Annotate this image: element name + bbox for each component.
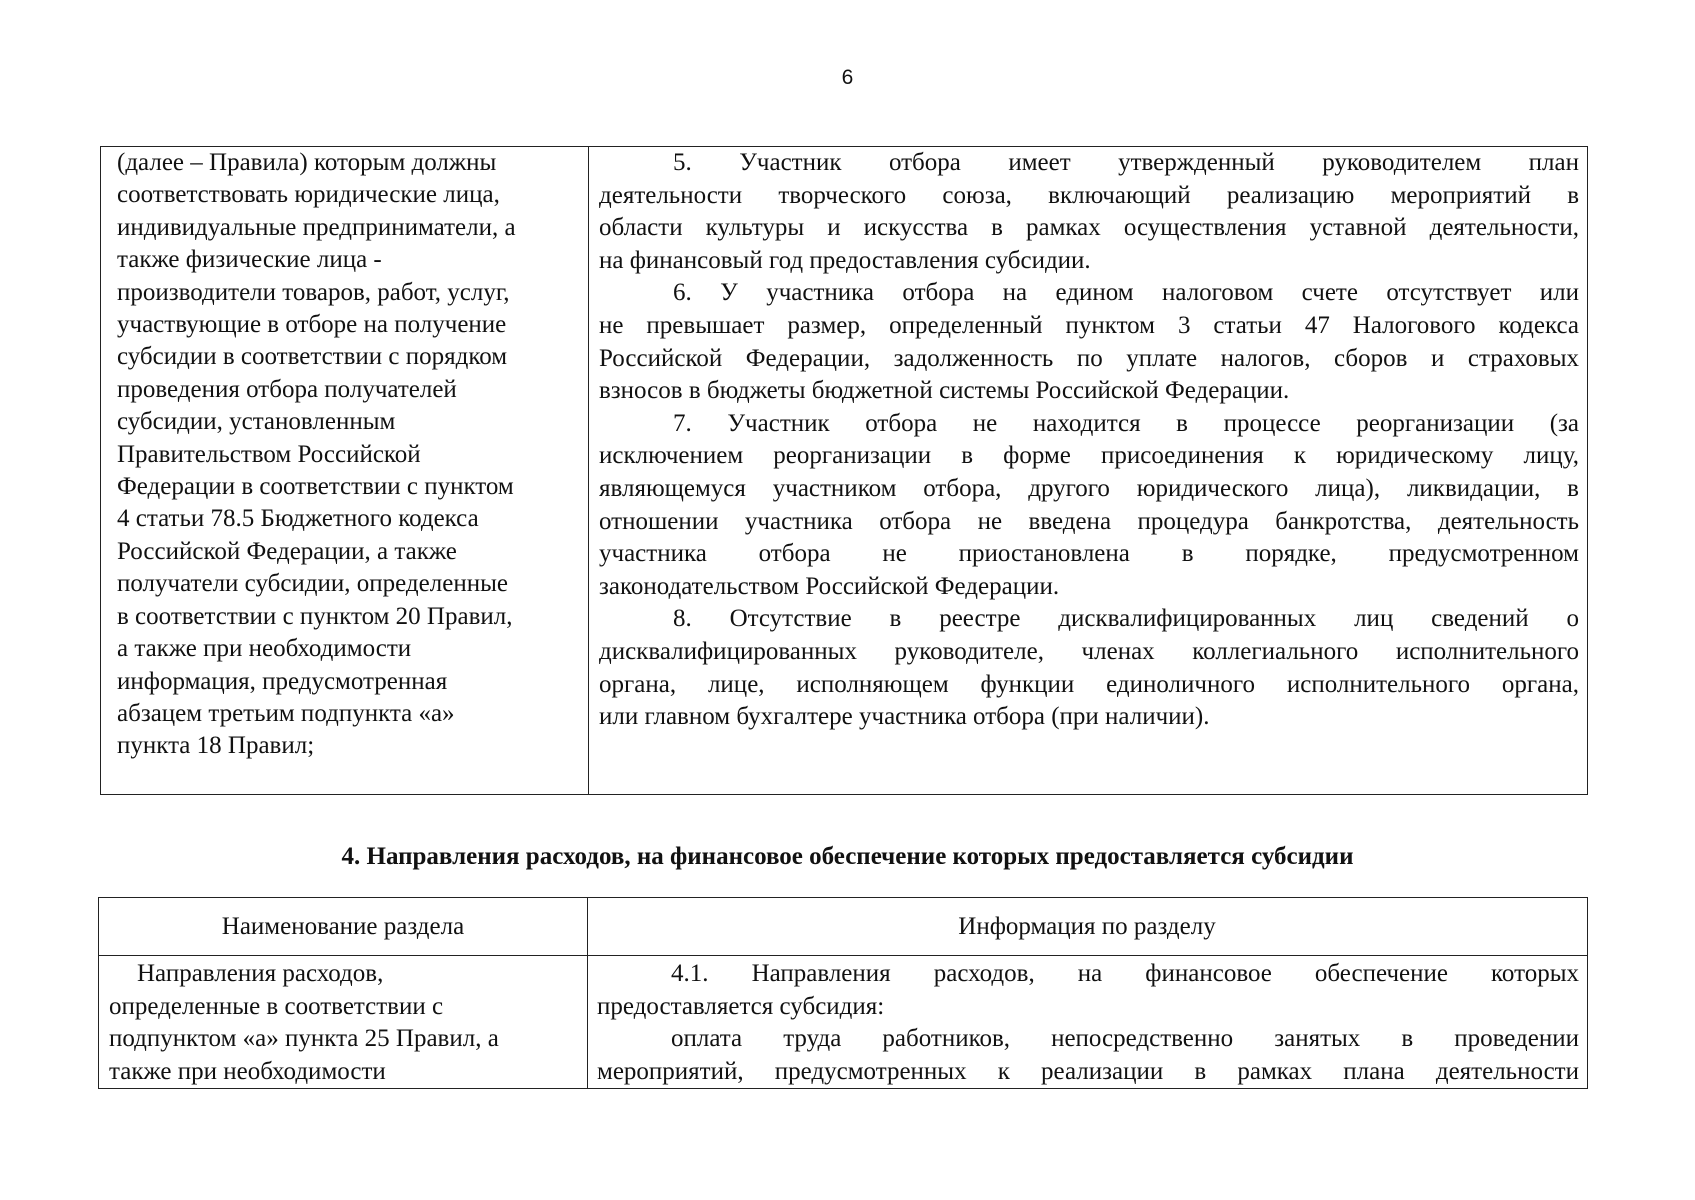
text-line: 5. Участник отбора имеет утвержденный руководителем план <box>673 149 1579 176</box>
requirements-items-cell <box>599 147 1579 734</box>
text-line: также при необходимости <box>109 1057 386 1085</box>
text-line: законодательством Российской Федерации. <box>599 572 1060 600</box>
text-line: а также при необходимости <box>117 635 412 663</box>
text-line: оплата труда работников, непосредственно занятых в проведении <box>671 1025 1579 1053</box>
text-line: являющемуся участником отбора, другого юридического лица), ликвидации, в <box>599 474 1579 502</box>
text-line: Федерации в соответствии с пунктом <box>117 473 514 501</box>
text-line: Российской Федерации, а также <box>117 537 457 565</box>
table-header-row <box>99 898 1587 956</box>
section-info-cell <box>597 958 1579 1088</box>
text-line: 8. Отсутствие в реестре дисквалифицированных лиц сведений о <box>673 605 1579 633</box>
text-line: получатели субсидии, определенные <box>117 570 508 598</box>
eligibility-requirements-table <box>100 146 1588 795</box>
requirements-description-cell <box>117 147 583 763</box>
text-line: субсидии, установленным <box>117 408 396 436</box>
text-line: 7. Участник отбора не находится в процессе реорганизации (за <box>673 409 1579 437</box>
text-line: 4 статьи 78.5 Бюджетного кодекса <box>117 505 479 533</box>
text-line: Российской Федерации, задолженность по уплате налогов, сборов и страховых <box>599 344 1579 372</box>
text-line: субсидии в соответствии с порядком <box>117 343 508 371</box>
text-line: не превышает размер, определенный пунктом 3 статьи 47 Налогового кодекса <box>599 311 1579 339</box>
text-line: исключением реорганизации в форме присоединения к юридическому лицу, <box>599 442 1579 470</box>
text-line: деятельности творческого союза, включающий реализацию мероприятий в <box>599 181 1579 209</box>
text-line: в соответствии с пунктом 20 Правил, <box>117 602 513 630</box>
text-line: отношении участника отбора не введена процедура банкротства, деятельность <box>599 507 1579 535</box>
text-line: абзацем третьим подпункта «а» <box>117 699 455 727</box>
text-line: органа, лице, исполняющем функции единоличного исполнительного органа, <box>599 670 1579 698</box>
text-line: индивидуальные предприниматели, а <box>117 213 516 241</box>
text-line: участника отбора не приостановлена в порядке, предусмотренном <box>599 540 1579 568</box>
text-line: соответствовать юридические лица, <box>117 181 500 209</box>
text-line: мероприятий, предусмотренных к реализации в рамках плана деятельности <box>597 1057 1579 1085</box>
text-line: взносов в бюджеты бюджетной системы Российской Федерации. <box>599 377 1290 405</box>
text-line: проведения отбора получателей <box>117 375 457 403</box>
text-line: производители товаров, работ, услуг, <box>117 278 510 306</box>
text-line: на финансовый год предоставления субсидии. <box>599 246 1091 274</box>
text-line: (далее – Правила) которым должны <box>117 149 497 176</box>
column-header-section-name: Наименование раздела <box>221 913 465 940</box>
text-line: или главном бухгалтере участника отбора (при наличии). <box>599 703 1210 731</box>
text-line: определенные в соответствии с <box>109 992 444 1020</box>
text-line: участвующие в отборе на получение <box>117 311 507 339</box>
text-line: информация, предусмотренная <box>117 667 448 695</box>
column-divider <box>588 147 589 794</box>
text-line: 4.1. Направления расходов, на финансовое обеспечение которых <box>671 960 1579 987</box>
text-line: подпунктом «а» пункта 25 Правил, а <box>109 1025 499 1053</box>
text-line: 6. У участника отбора на едином налоговом счете отсутствует или <box>673 279 1579 307</box>
text-line: пункта 18 Правил; <box>117 732 315 760</box>
column-divider <box>587 898 588 1088</box>
section-name-cell <box>109 958 579 1088</box>
expense-directions-table <box>98 897 1588 1089</box>
text-line: предоставляется субсидия: <box>597 992 885 1020</box>
column-header-section-info: Информация по разделу <box>958 913 1216 940</box>
text-line: Направления расходов, <box>137 960 384 987</box>
text-line: области культуры и искусства в рамках осуществления уставной деятельности, <box>599 214 1579 242</box>
text-line: дисквалифицированных руководителе, членах коллегиального исполнительного <box>599 637 1579 665</box>
section-heading: 4. Направления расходов, на финансовое обеспечение которых предоставляется субсидии <box>341 843 1354 870</box>
text-line: также физические лица - <box>117 246 382 274</box>
text-line: Правительством Российской <box>117 440 421 468</box>
page-number: 6 <box>841 66 854 89</box>
